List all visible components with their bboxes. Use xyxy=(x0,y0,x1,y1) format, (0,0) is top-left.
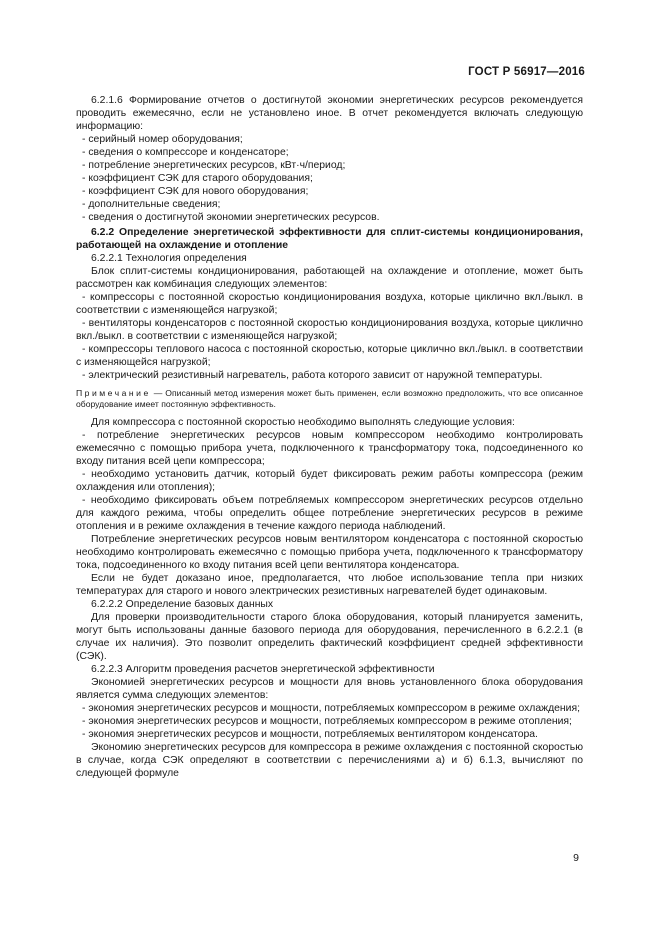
section-heading-6-2-2: 6.2.2 Определение энергетической эффективности для сплит-системы кондиционирования, работающей на охлаждение и отопление xyxy=(76,227,583,251)
note-label: Примечание xyxy=(76,388,151,398)
subsection-title-6-2-2-1: 6.2.2.1 Технология определения xyxy=(91,253,247,264)
note-text: — Описанный метод измерения может быть применен, если возможно предположить, что все описанное оборудование имеет постоянную эффективность. xyxy=(76,388,583,409)
paragraph: Блок сплит-системы кондиционирования, работающей на охлаждение и отопление, может быть рассмотрен как комбинация следующих элементов: xyxy=(76,266,583,290)
list-item: - потребление энергетических ресурсов, кВт·ч/период; xyxy=(82,160,346,171)
list-item: - потребление энергетических ресурсов новым компрессором необходимо контролировать ежемесячно с помощью прибора учета, подключенного к трансформатору тока, подсоединенного ко входу питания всей цепи компрессора; xyxy=(76,430,583,467)
list-item: - компрессоры с постоянной скоростью кондиционирования воздуха, которые циклично вкл./выкл. в соответствии с изменяющейся нагрузкой; xyxy=(76,292,583,316)
standard-header: ГОСТ Р 56917—2016 xyxy=(468,66,585,78)
note xyxy=(76,388,583,410)
subsection-title-6-2-2-3: 6.2.2.3 Алгоритм проведения расчетов энергетической эффективности xyxy=(91,664,435,675)
list-item: - экономия энергетических ресурсов и мощности, потребляемых компрессором в режиме охлаждения; xyxy=(82,703,580,714)
paragraph: Если не будет доказано иное, предполагается, что любое использование тепла при низких температурах для старого и нового электрических резистивных нагревателей будет одинаковым. xyxy=(76,573,583,597)
list-item: - дополнительные сведения; xyxy=(82,199,221,210)
list-item: - коэффициент СЭК для нового оборудования; xyxy=(82,186,309,197)
paragraph: Экономией энергетических ресурсов и мощности для вновь установленного блока оборудования является сумма следующих элементов: xyxy=(76,677,583,701)
list-item: - вентиляторы конденсаторов с постоянной скоростью кондиционирования воздуха, которые циклично вкл./выкл. в соответствии с изменяющейся нагрузкой; xyxy=(76,318,583,342)
list-item: - коэффициент СЭК для старого оборудования; xyxy=(82,173,313,184)
list-item: - экономия энергетических ресурсов и мощности, потребляемых вентилятором конденсатора. xyxy=(82,729,538,740)
list-item: - необходимо установить датчик, который будет фиксировать режим работы компрессора (режим охлаждения или отопления); xyxy=(76,469,583,493)
paragraph: Экономию энергетических ресурсов для компрессора в режиме охлаждения с постоянной скоростью в случае, когда СЭК определяют в соответствии с перечислениями а) и б) 6.1.3, вычисляют по следующей формуле xyxy=(76,742,583,779)
list-item: - электрический резистивный нагреватель, работа которого зависит от наружной температуры. xyxy=(82,370,543,381)
document-body xyxy=(76,94,583,780)
paragraph: Для проверки производительности старого блока оборудования, который планируется заменить, могут быть использованы данные базового периода для оборудования, перечисленного в 6.2.2.1 (в случае их наличия). Это позволит определить фактический коэффициент средней эффективности (СЭК). xyxy=(76,612,583,662)
subsection-title-6-2-2-2: 6.2.2.2 Определение базовых данных xyxy=(91,599,274,610)
list-item: - экономия энергетических ресурсов и мощности, потребляемых компрессором в режиме отопления; xyxy=(82,716,572,727)
paragraph: Для компрессора с постоянной скоростью необходимо выполнять следующие условия: xyxy=(91,417,515,428)
list-item: - необходимо фиксировать объем потребляемых компрессором энергетических ресурсов отдельно для каждого режима, чтобы определить общее потребление энергетических ресурсов в режиме отопления и в режиме охлаждения в течение каждого периода наблюдений. xyxy=(76,495,583,532)
list-item: - серийный номер оборудования; xyxy=(82,134,243,145)
list-item: - компрессоры теплового насоса с постоянной скоростью, которые циклично вкл./выкл. в соответствии с изменяющейся нагрузкой; xyxy=(76,344,583,368)
paragraph: Потребление энергетических ресурсов новым вентилятором конденсатора с постоянной скоростью необходимо контролировать ежемесячно с помощью прибора учета, подключенного к трансформатору тока, подсоединенного ко входу питания всей цепи вентилятора конденсатора. xyxy=(76,534,583,571)
list-item: - сведения о достигнутой экономии энергетических ресурсов. xyxy=(82,212,380,223)
paragraph-6-2-1-6: 6.2.1.6 Формирование отчетов о достигнутой экономии энергетических ресурсов рекомендуется проводить ежемесячно, если не установлено иное. В отчет рекомендуется включать следующую информацию: xyxy=(76,95,583,132)
list-item: - сведения о компрессоре и конденсаторе; xyxy=(82,147,289,158)
page-number: 9 xyxy=(573,852,579,864)
